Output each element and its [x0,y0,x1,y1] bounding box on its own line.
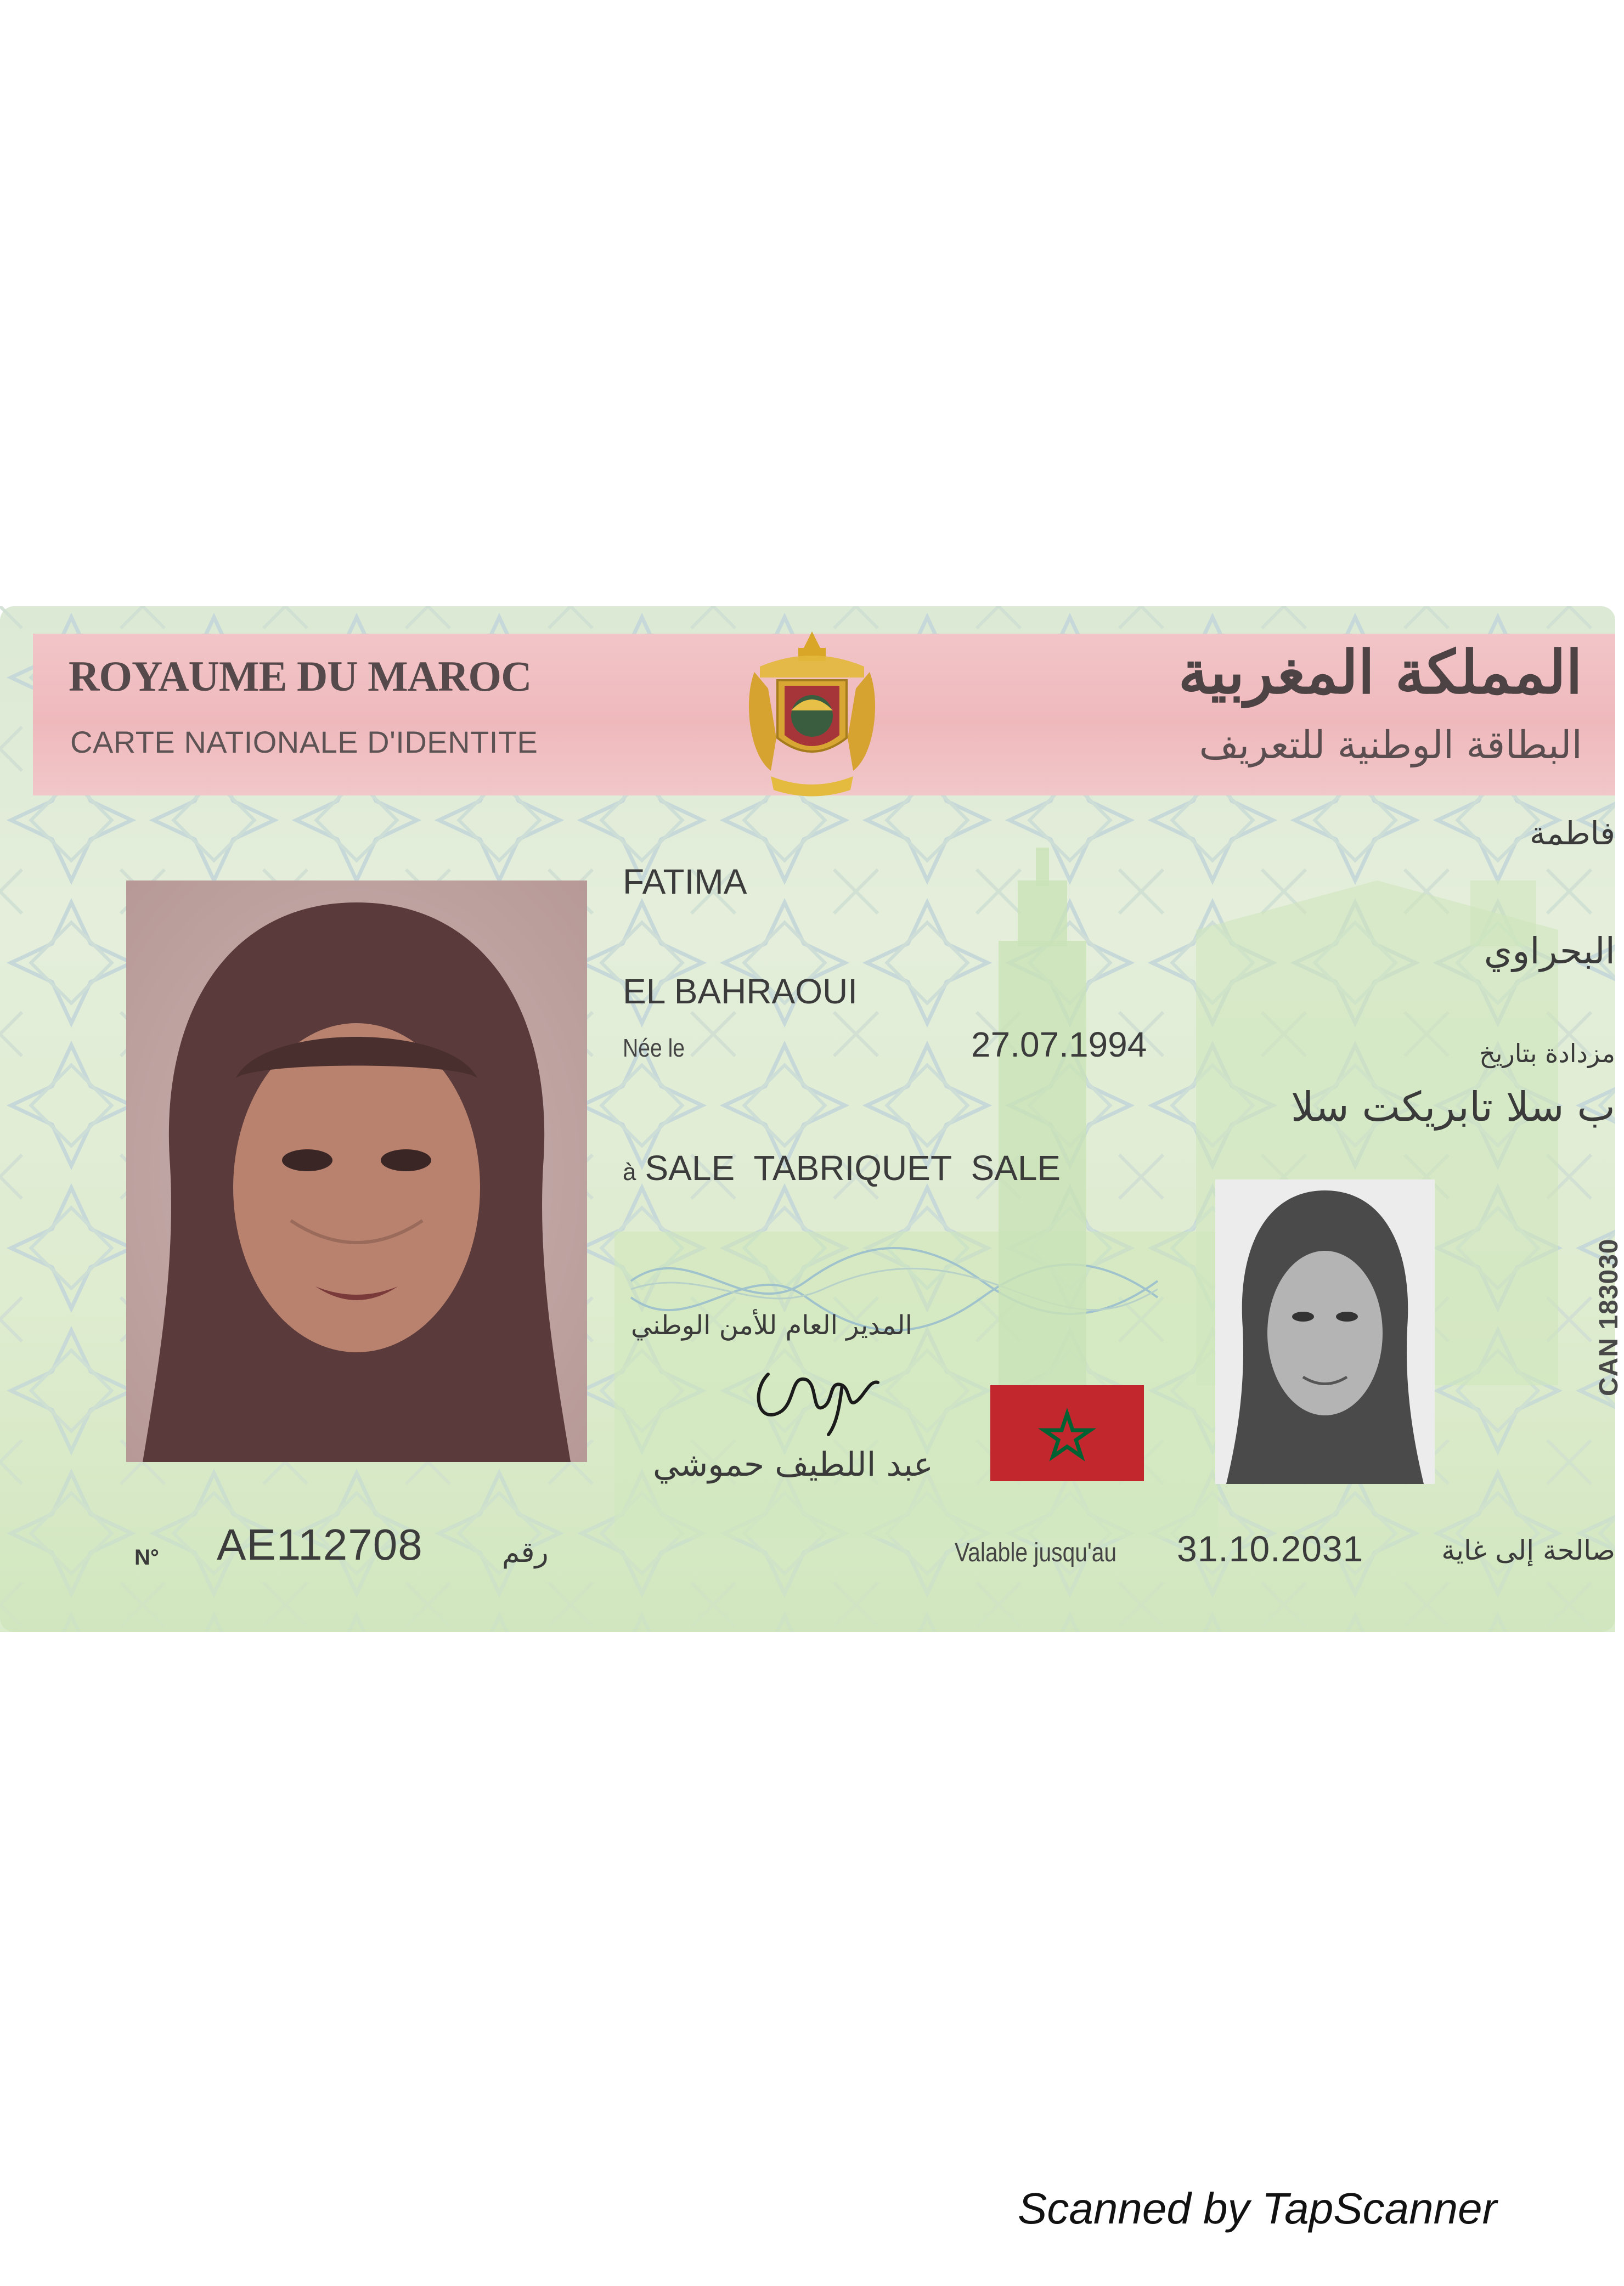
card-type-ar: البطاقة الوطنية للتعريف [1199,723,1582,767]
director-name-ar: عبد اللطيف حموشي [653,1446,933,1484]
valid-until-label-ar: صالحة إلى غاية [1441,1534,1615,1566]
birth-date: 27.07.1994 [971,1025,1147,1064]
holder-ghost-photo [1215,1179,1435,1484]
document-number: AE112708 [217,1520,423,1569]
birth-place-prefix: à [623,1159,636,1186]
born-label-ar: مزدادة بتاريخ [1479,1038,1615,1068]
number-label-ar: رقم [502,1536,549,1569]
surname: EL BAHRAOUI [623,972,858,1011]
scanner-watermark: Scanned by TapScanner [1018,2184,1497,2233]
surname-ar: البحراوي [1484,930,1615,972]
morocco-flag-icon [990,1385,1144,1481]
country-name-ar: المملكة المغربية [1178,638,1582,707]
valid-until-label: Valable jusqu'au [955,1538,1117,1567]
coat-of-arms-icon [738,628,886,804]
given-name: FATIMA [623,862,747,901]
director-title-ar: المدير العام للأمن الوطني [631,1310,912,1341]
birth-place-ar: ب سلا تابريكت سلا [1290,1083,1615,1131]
given-name-ar: فاطمة [1529,815,1615,852]
born-label: Née le [623,1034,685,1062]
can-number: CAN 183030 [1594,1238,1623,1396]
birth-place: SALE TABRIQUET SALE [645,1148,1061,1188]
holder-photo [126,880,587,1462]
id-card [0,606,1623,1632]
signature [746,1341,889,1440]
valid-until-date: 31.10.2031 [1177,1528,1364,1569]
number-label: N° [134,1545,159,1570]
birth-place-line [623,1148,1061,1188]
country-name-fr: ROYAUME DU MAROC [69,652,532,700]
card-type-fr: CARTE NATIONALE D'IDENTITE [70,725,538,759]
